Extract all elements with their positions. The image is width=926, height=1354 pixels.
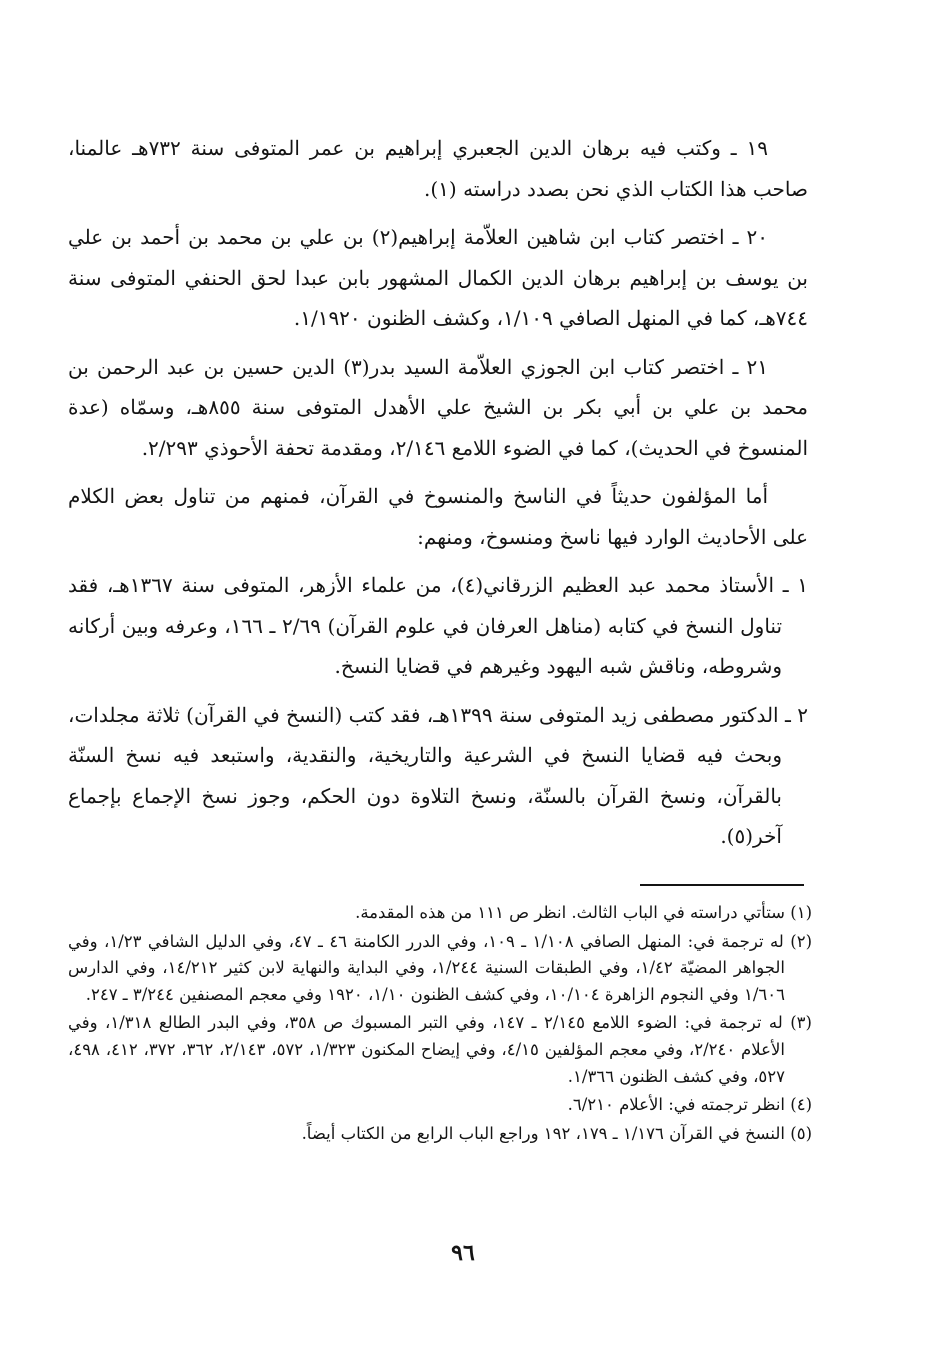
paragraph-intro: أما المؤلفون حديثاً في الناسخ والمنسوخ في القرآن، فمنهم من تناول بعض الكلام على الأحاديث الوارد فيها ناسخ ومنسوخ، ومنهم: [68, 484, 808, 549]
footnote-divider [640, 884, 804, 886]
footnote-1: (١) ستأتي دراسته في الباب الثالث. انظر ص ١١١ من هذه المقدمة. [355, 903, 812, 922]
footnote-4: (٤) انظر ترجمته في: الأعلام ٦/٢١٠. [567, 1095, 812, 1115]
footnote-3: (٣) له ترجمة في: الضوء اللامع ٢/١٤٥ ـ ١٤٧، وفي التبر المسبوك ص ٣٥٨، وفي البدر الطالع ١/٣١٨، وفي الأعلام ٢/٢٤٠، وفي معجم المؤلفين ٤/١٥، وفي إيضاح المكنون ١/٣٢٣، ٥٧٢، ٢/١٤٣، ٣٦٢، ٣٧٢، ٤١٢، ٤٩٨، ٥٢٧، وفي كشف الظنون ١/٣٦٦. [68, 1013, 812, 1086]
main-text [68, 128, 808, 865]
footnote-5: (٥) النسخ في القرآن ١/١٧٦ ـ ١٧٩، ١٩٢ وراجع الباب الرابع من الكتاب أيضاً. [301, 1123, 812, 1143]
paragraph-20: ٢٠ ـ اختصر كتاب ابن شاهين العلاّمة إبراهيم(٢) بن علي بن محمد بن أحمد بن علي بن يوسف بن إبراهيم برهان الدين الكمال المشهور بابن عبدا لحق الحنفي المتوفى سنة ٧٤٤هـ، كما في المنهل الصافي ١/١٠٩، وكشف الظنون ١/١٩٢٠. [68, 225, 809, 330]
footnotes [68, 900, 812, 1149]
list-item-1: ١ ـ الأستاذ محمد عبد العظيم الزرقاني(٤)، من علماء الأزهر، المتوفى سنة ١٣٦٧هـ، فقد تناول النسخ في كتابه (مناهل العرفان في علوم القرآن) ٢/٦٩ ـ ١٦٦، وعرفه وبين أركانه وشروطه، وناقش شبه اليهود وغيرهم في قضايا النسخ. [68, 573, 808, 678]
footnote-2: (٢) له ترجمة في: المنهل الصافي ١/١٠٨ ـ ١٠٩، وفي الدرر الكامنة ٤٦ ـ ٤٧، وفي الدليل الشافي ١/٢٣، وفي الجواهر المضيّة ١/٤٢، وفي الطبقات السنية ١/٢٤٤، وفي البداية والنهاية لابن كثير ١٤/٢١٢، وفي الدارس ١/٦٠٦ وفي النجوم الزاهرة ١٠/١٠٤، وفي كشف الظنون ١/١٠، ١٩٢٠ وفي معجم المصنفين ٣/٢٤٤ ـ ٢٤٧. [68, 931, 812, 1004]
paragraph-19: ١٩ ـ وكتب فيه برهان الدين الجعبري إبراهيم بن عمر المتوفى سنة ٧٣٢هـ عالمنا، صاحب هذا الكتاب الذي نحن بصدد دراسته (١). [68, 136, 808, 201]
paragraph-21: ٢١ ـ اختصر كتاب ابن الجوزي العلاّمة السيد بدر(٣) الدين حسين بن عبد الرحمن بن محمد بن علي بن أبي بكر بن الشيخ علي الأهدل المتوفى سنة ٨٥٥هـ، وسمّاه (عدة المنسوخ في الحديث)، كما في الضوء اللامع ٢/١٤٦، ومقدمة تحفة الأحوذي ٢/٢٩٣. [68, 354, 808, 460]
list-item-2: ٢ ـ الدكتور مصطفى زيد المتوفى سنة ١٣٩٩هـ، فقد كتب (النسخ في القرآن) ثلاثة مجلدات، وبحث فيه قضايا النسخ في الشرعية والتاريخية، والنقدية، واستبعد فيه نسخ السنّة بالقرآن، ونسخ القرآن بالسنّة، ونسخ التلاوة دون الحكم، وجوز نسخ الإجماع بإجماع آخر(٥). [68, 702, 808, 848]
page-number: ٩٦ [451, 1240, 475, 1266]
